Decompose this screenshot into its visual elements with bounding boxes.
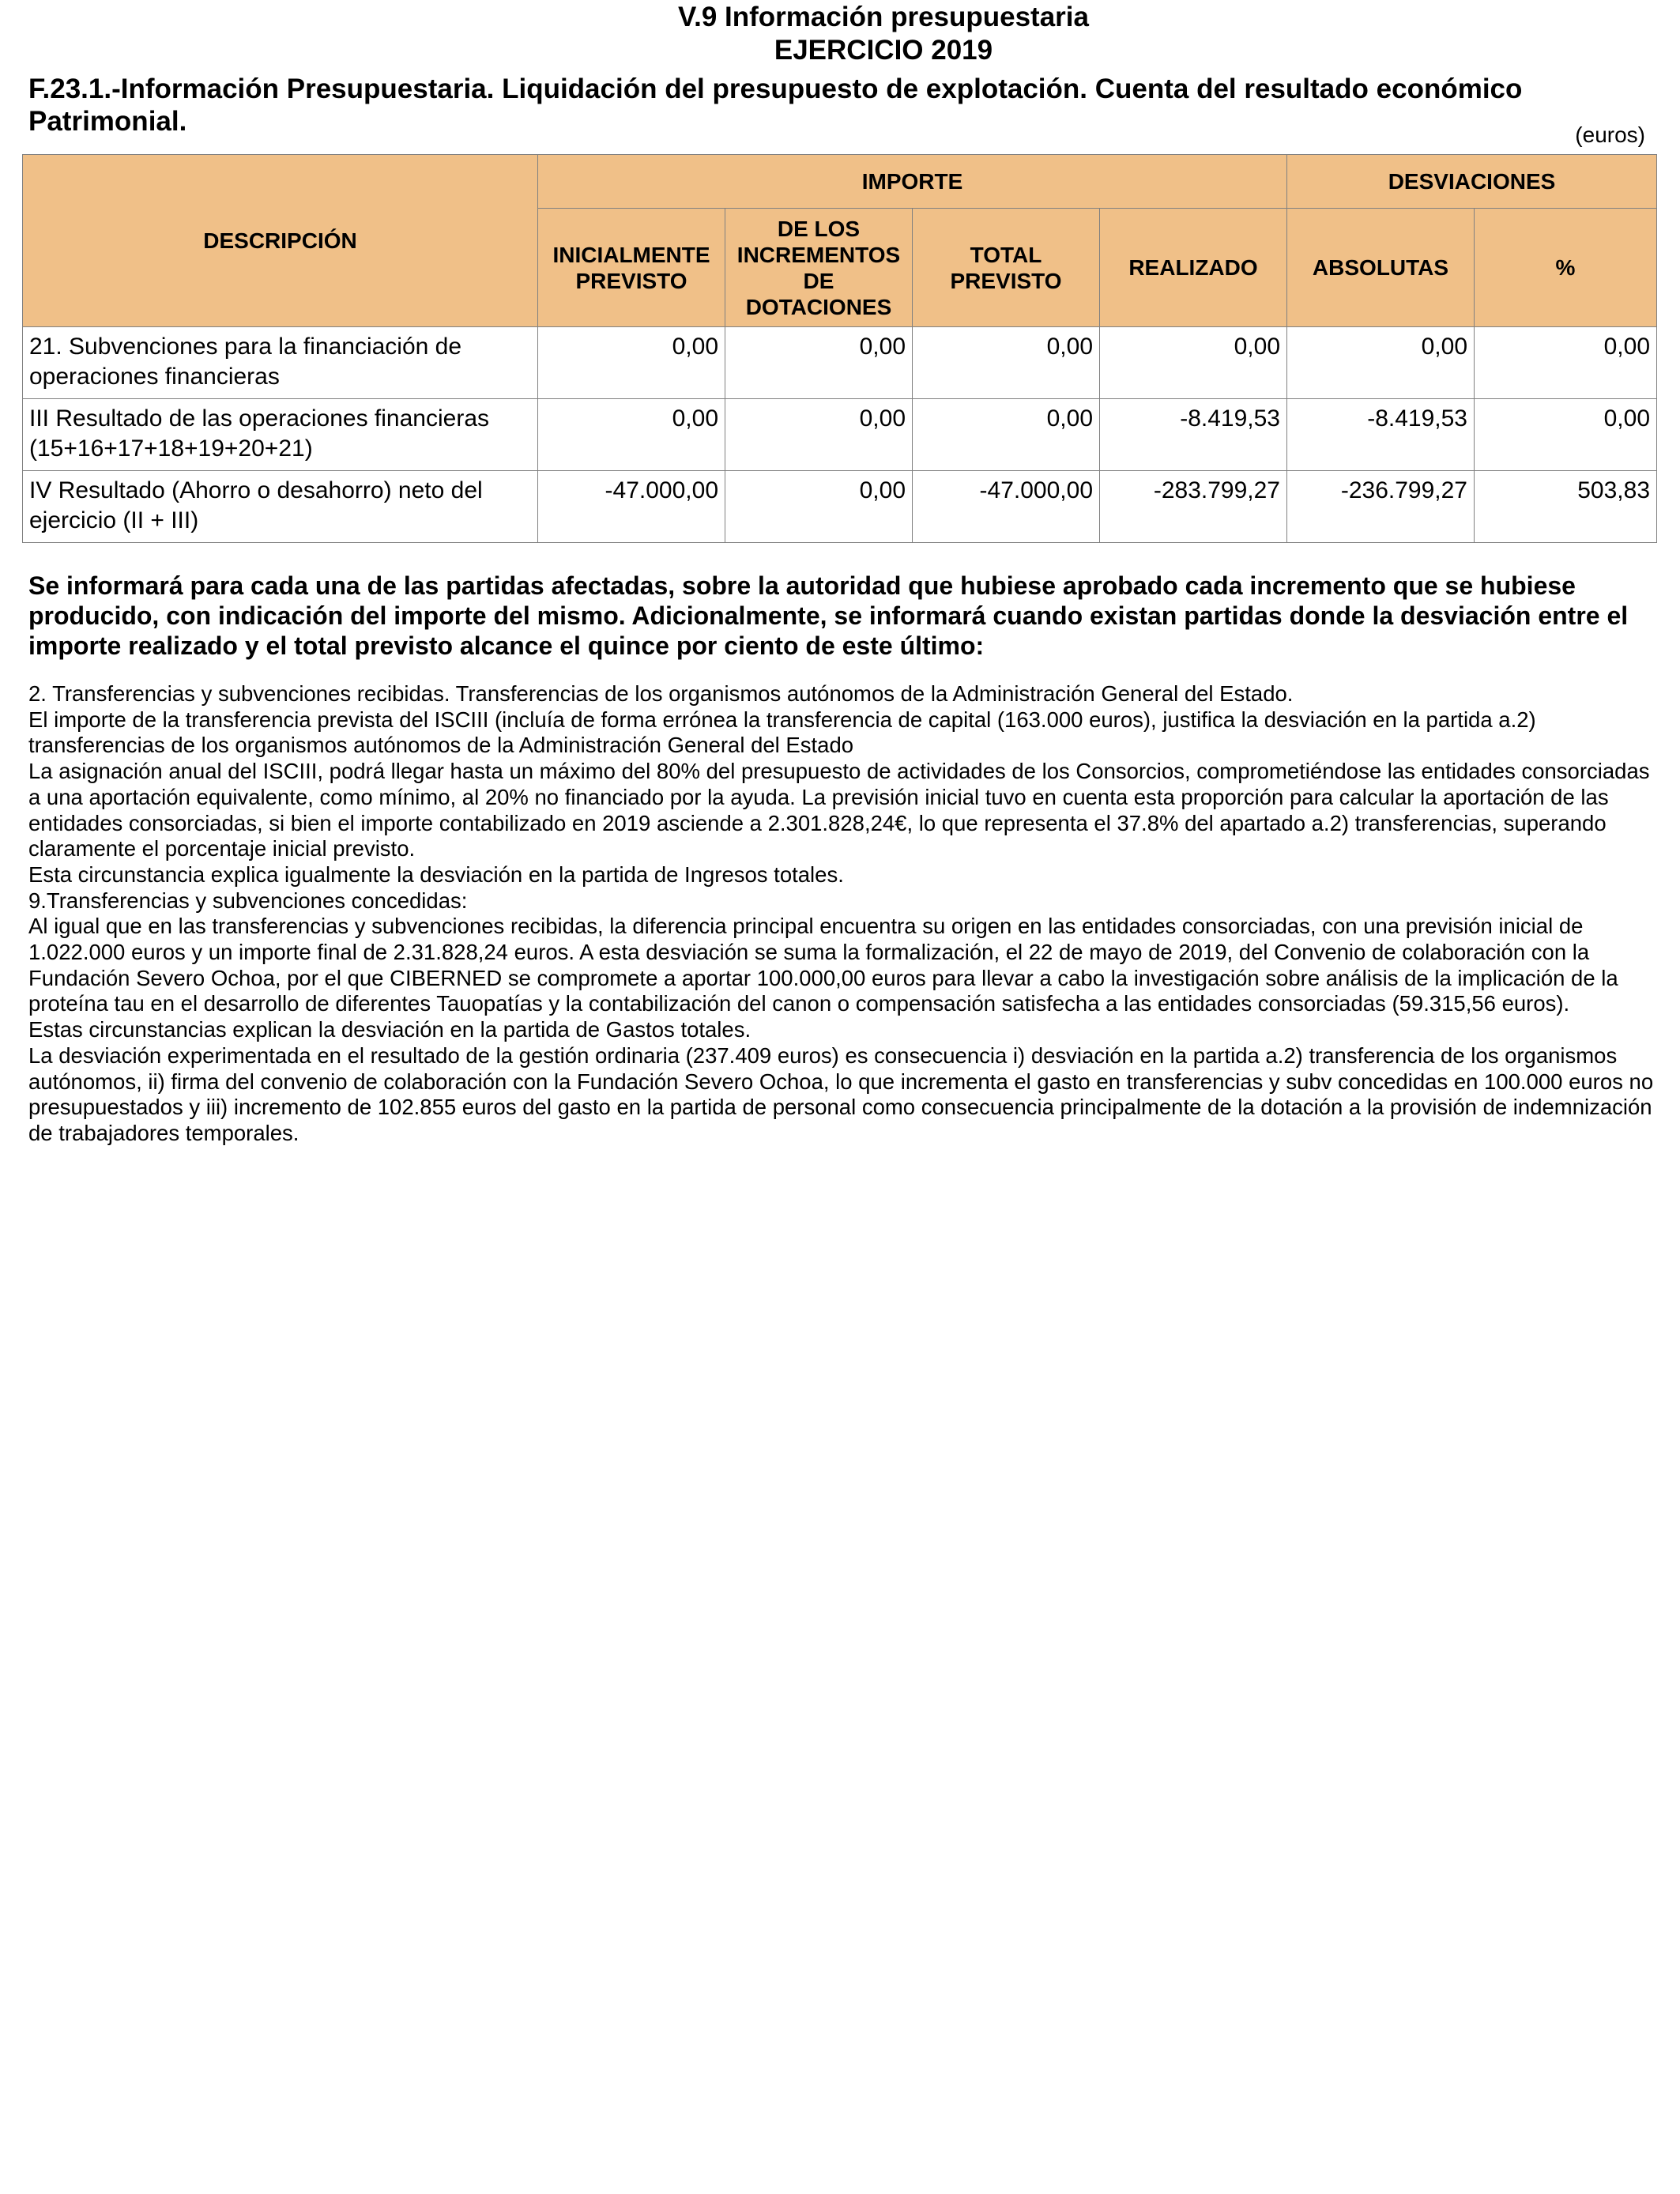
- paragraph: Esta circunstancia explica igualmente la desviación en la partida de Ingresos totales.: [28, 861, 844, 887]
- row-descripcion: IV Resultado (Ahorro o desahorro) neto del ejercicio (II + III): [23, 471, 538, 543]
- row-absolutas: -236.799,27: [1287, 471, 1475, 543]
- deviation-note: Se informará para cada una de las partidas afectadas, sobre la autoridad que hubiese aprobado cada incremento que se hubiese producido, con indicación del importe del mismo. Adicionalmente, se informará cuando existan partidas donde la desviación entre el importe realizado y el total previsto alcance el quince por ciento de este último:: [28, 571, 1629, 660]
- table-row: [23, 399, 1657, 471]
- row-incrementos: 0,00: [725, 471, 913, 543]
- row-porcentaje: 503,83: [1475, 471, 1657, 543]
- row-inicialmente-previsto: 0,00: [538, 327, 725, 399]
- row-total-previsto: -47.000,00: [913, 471, 1100, 543]
- col-header-incrementos: DE LOS INCREMENTOS DE DOTACIONES: [725, 209, 913, 327]
- units-label: (euros): [1575, 123, 1645, 147]
- row-inicialmente-previsto: -47.000,00: [538, 471, 725, 543]
- col-header-total-previsto: TOTAL PREVISTO: [913, 209, 1100, 327]
- row-total-previsto: 0,00: [913, 399, 1100, 471]
- row-realizado: -283.799,27: [1100, 471, 1287, 543]
- col-header-porcentaje: %: [1475, 209, 1657, 327]
- table-row: [23, 327, 1657, 399]
- explanatory-text: [28, 681, 1663, 1147]
- header-row-top: [23, 155, 1657, 209]
- col-header-desviaciones: DESVIACIONES: [1287, 155, 1657, 209]
- row-porcentaje: 0,00: [1475, 327, 1657, 399]
- row-absolutas: 0,00: [1287, 327, 1475, 399]
- row-porcentaje: 0,00: [1475, 399, 1657, 471]
- form-title: F.23.1.-Información Presupuestaria. Liquidación del presupuesto de explotación. Cuenta del resultado económico Patrimonial.: [28, 74, 1523, 137]
- col-header-realizado: REALIZADO: [1100, 209, 1287, 327]
- col-header-absolutas: ABSOLUTAS: [1287, 209, 1475, 327]
- paragraph: Al igual que en las transferencias y subvenciones recibidas, la diferencia principal encuentra su origen en las entidades consorciadas, con una previsión inicial de 1.022.000 euros y un importe final de 2.31.828,24 euros. A esta desviación se suma la formalización, el 22 de mayo de 2019, del Convenio de colaboración con la Fundación Severo Ochoa, por el que CIBERNED se compromete a aportar 100.000,00 euros para llevar a cabo la investigación sobre análisis de la implicación de la proteína tau en el desarrollo de diferentes Tauopatías y la contabilización del canon o compensación satisfecha a las entidades consorciadas (59.315,56 euros).: [28, 914, 1618, 1016]
- paragraph: Estas circunstancias explican la desviación en la partida de Gastos totales.: [28, 1017, 751, 1042]
- row-incrementos: 0,00: [725, 327, 913, 399]
- paragraph: La desviación experimentada en el resultado de la gestión ordinaria (237.409 euros) es consecuencia i) desviación en la partida a.2) transferencia de los organismos autónomos, ii) firma del convenio de colaboración con la Fundación Severo Ochoa, lo que incrementa el gasto en transferencias y subv concedidas en 100.000 euros no presupuestados y iii) incremento de 102.855 euros del gasto en la partida de personal como consecuencia principalmente de la dotación a la provisión de indemnización de trabajadores temporales.: [28, 1042, 1654, 1145]
- table-row: [23, 471, 1657, 543]
- paragraph: 2. Transferencias y subvenciones recibidas. Transferencias de los organismos autónomos de la Administración General del Estado.: [28, 681, 1294, 706]
- budget-table: [22, 154, 1657, 543]
- row-realizado: -8.419,53: [1100, 399, 1287, 471]
- paragraph: 9.Transferencias y subvenciones concedidas:: [28, 888, 468, 913]
- paragraph: La asignación anual del ISCIII, podrá llegar hasta un máximo del 80% del presupuesto de actividades de los Consorcios, comprometiéndose las entidades consorciadas a una aportación equivalente, como mínimo, al 20% no financiado por la ayuda. La previsión inicial tuvo en cuenta esta proporción para calcular la aportación de las entidades consorciadas, si bien el importe contabilizado en 2019 asciende a 2.301.828,24€, lo que representa el 37.8% del apartado a.2) transferencias, superando claramente el porcentaje inicial previsto.: [28, 759, 1650, 861]
- row-absolutas: -8.419,53: [1287, 399, 1475, 471]
- row-descripcion: III Resultado de las operaciones financieras (15+16+17+18+19+20+21): [23, 399, 538, 471]
- row-inicialmente-previsto: 0,00: [538, 399, 725, 471]
- section-title: V.9 Información presupuestaria: [678, 2, 1089, 32]
- paragraph: El importe de la transferencia prevista del ISCIII (incluía de forma errónea la transferencia de capital (163.000 euros), justifica la desviación en la partida a.2) transferencias de los organismos autónomos de la Administración General del Estado: [28, 707, 1536, 758]
- exercise-title: EJERCICIO 2019: [774, 35, 993, 66]
- row-total-previsto: 0,00: [913, 327, 1100, 399]
- row-descripcion: 21. Subvenciones para la financiación de operaciones financieras: [23, 327, 538, 399]
- row-realizado: 0,00: [1100, 327, 1287, 399]
- row-incrementos: 0,00: [725, 399, 913, 471]
- col-header-inicialmente-previsto: INICIALMENTE PREVISTO: [538, 209, 725, 327]
- col-header-descripcion: DESCRIPCIÓN: [23, 155, 538, 327]
- col-header-importe: IMPORTE: [538, 155, 1287, 209]
